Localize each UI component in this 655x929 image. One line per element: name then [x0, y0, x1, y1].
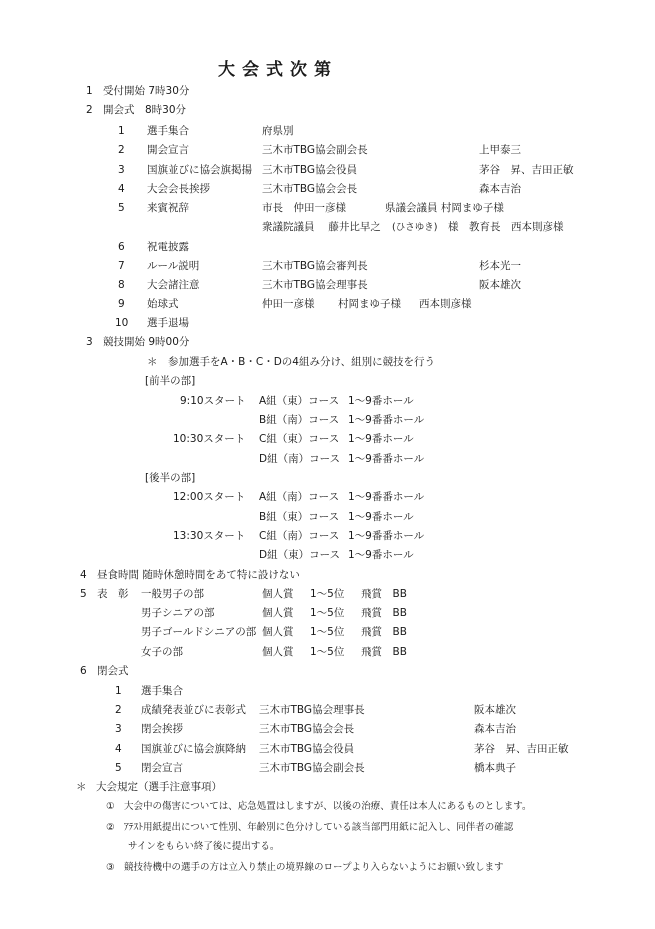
list-item-label: 選手集合 [141, 685, 183, 697]
list-item-number: 8 [118, 279, 125, 291]
award-division: 男子シニアの部 [141, 607, 215, 619]
list-item-role: 三木市TBG協会会長 [259, 723, 355, 735]
section-2-number: 2 [86, 104, 93, 116]
award-division: 男子ゴールドシニアの部 [141, 626, 257, 638]
award-type: 個人賞 [262, 588, 294, 600]
list-item-number: 4 [115, 743, 122, 755]
list-item-label: 開会宣言 [147, 144, 189, 156]
list-item-role: 三木市TBG協会理事長 [262, 279, 368, 291]
list-item-name: 阪本雄次 [479, 279, 521, 291]
list-item-number: 1 [118, 125, 125, 137]
section-3-number: 3 [86, 336, 93, 348]
section-1-number: 1 [86, 85, 93, 97]
list-item-number: 3 [115, 723, 122, 735]
rules-title: 大会規定（選手注意事項） [96, 781, 222, 793]
list-item-number: 1 [115, 685, 122, 697]
list-item-number: 5 [115, 762, 122, 774]
list-item-number: 2 [115, 704, 122, 716]
group-course: B組（東）コース [259, 511, 340, 523]
list-item-label: 選手集合 [147, 125, 189, 137]
list-item-number: 10 [115, 317, 129, 329]
list-item-role: 府県別 [262, 125, 294, 137]
group-course: D組（南）コース [259, 453, 341, 465]
holes: 1～9番番ホール [348, 530, 425, 542]
award-extra: 飛賞 BB [361, 607, 407, 619]
award-type: 個人賞 [262, 646, 294, 658]
rule-mark: ② [106, 822, 115, 833]
group-course: C組（東）コース [259, 433, 340, 445]
list-item-role: 三木市TBG協会役員 [262, 164, 358, 176]
rule-mark: ① [106, 801, 115, 812]
list-item-label: 閉会挨拶 [141, 723, 183, 735]
holes: 1～9番番ホール [348, 414, 425, 426]
second-half-label: [後半の部] [145, 472, 196, 484]
group-course: C組（南）コース [259, 530, 340, 542]
group-course: A組（南）コース [259, 491, 340, 503]
section-6-text: 閉会式 [97, 665, 129, 677]
list-item-label: 選手退場 [147, 317, 189, 329]
list-item-number: 3 [118, 164, 125, 176]
guest-national: 衆議院議員 藤井比早之 [262, 221, 381, 233]
list-item-role: 三木市TBG協会会長 [262, 183, 358, 195]
start-time: 13:30スタート [173, 530, 246, 542]
list-item-number: 7 [118, 260, 125, 272]
list-item-name: 茅谷 昇、吉田正敏 [474, 743, 569, 755]
first-half-label: [前半の部] [145, 375, 196, 387]
group-course: D組（東）コース [259, 549, 341, 561]
list-item-name: 杉本光一 [479, 260, 521, 272]
list-item-role: 三木市TBG協会副会長 [262, 144, 368, 156]
guest-mayor: 市長 仲田一彦様 [262, 202, 346, 214]
rule-mark: ③ [106, 862, 115, 873]
start-time: 12:00スタート [173, 491, 246, 503]
list-item-label: 大会諸注意 [147, 279, 200, 291]
rule-text-continued: サインをもらい終了後に提出する。 [128, 841, 280, 852]
list-item-number: 4 [118, 183, 125, 195]
award-extra: 飛賞 BB [361, 646, 407, 658]
guest-education: 教育長 西本則彦様 [469, 221, 564, 233]
guest-national-honorific: 様 [448, 221, 459, 233]
holes: 1～9番番ホール [348, 491, 425, 503]
list-item-name: 森本吉治 [474, 723, 516, 735]
first-pitch-guest: 西本則彦様 [419, 298, 472, 310]
award-division: 女子の部 [141, 646, 183, 658]
award-extra: 飛賞 BB [361, 588, 407, 600]
grouping-note: ＊ 参加選手をA・B・C・Dの4組み分け、組別に競技を行う [147, 356, 436, 368]
holes: 1～9番番ホール [348, 453, 425, 465]
rules-star: ＊ [76, 781, 87, 793]
list-item-label: 成績発表並びに表彰式 [141, 704, 246, 716]
holes: 1～9番ホール [348, 395, 414, 407]
rule-text: 大会中の傷害については、応急処置はしますが、以後の治療、責任は本人にあるものとします。 [124, 801, 532, 812]
list-item-number: 6 [118, 241, 125, 253]
start-time: 10:30スタート [173, 433, 246, 445]
section-3-text: 競技開始 9時00分 [103, 336, 190, 348]
list-item-name: 阪本雄次 [474, 704, 516, 716]
list-item-number: 2 [118, 144, 125, 156]
section-1-text: 受付開始 7時30分 [103, 85, 190, 97]
list-item-label: ルール説明 [147, 260, 200, 272]
section-5-number: 5 [80, 588, 87, 600]
list-item-name: 上甲泰三 [479, 144, 521, 156]
list-item-name: 橋本典子 [474, 762, 516, 774]
award-extra: 飛賞 BB [361, 626, 407, 638]
award-rank: 1～5位 [310, 646, 345, 658]
first-pitch-guest: 仲田一彦様 [262, 298, 315, 310]
section-4-text: 昼食時間 随時休憩時間をあて特に設けない [97, 569, 300, 581]
award-type: 個人賞 [262, 607, 294, 619]
list-item-label: 始球式 [147, 298, 179, 310]
list-item-label: 閉会宣言 [141, 762, 183, 774]
list-item-label: 国旗並びに協会旗降納 [141, 743, 246, 755]
page-title: 大会式次第 [218, 60, 338, 80]
list-item-label: 祝電披露 [147, 241, 189, 253]
section-6-number: 6 [80, 665, 87, 677]
rule-text: ｱﾃｽﾄ用紙提出について性別、年齢別に色分けしている該当部門用紙に記入し、同伴者の確認 [124, 822, 514, 833]
section-5-label: 表 彰 [97, 588, 129, 600]
list-item-role: 三木市TBG協会役員 [259, 743, 355, 755]
guest-national-reading: (ひさゆき) [392, 222, 438, 233]
list-item-number: 9 [118, 298, 125, 310]
list-item-label: 来賓祝辞 [147, 202, 189, 214]
list-item-role: 三木市TBG協会理事長 [259, 704, 365, 716]
holes: 1～9番ホール [348, 549, 414, 561]
group-course: A組（東）コース [259, 395, 340, 407]
list-item-name: 茅谷 昇、吉田正敏 [479, 164, 574, 176]
award-division: 一般男子の部 [141, 588, 204, 600]
rule-text: 競技待機中の選手の方は立入り禁止の境界線のロープより入らないようにお願い致します [124, 862, 504, 873]
list-item-label: 国旗並びに協会旗掲揚 [147, 164, 252, 176]
list-item-role: 三木市TBG協会副会長 [259, 762, 365, 774]
section-4-number: 4 [80, 569, 87, 581]
award-type: 個人賞 [262, 626, 294, 638]
guest-prefectural: 県議会議員 村岡まゆ子様 [385, 202, 504, 214]
group-course: B組（南）コース [259, 414, 340, 426]
award-rank: 1～5位 [310, 626, 345, 638]
list-item-name: 森本吉治 [479, 183, 521, 195]
first-pitch-guest: 村岡まゆ子様 [338, 298, 401, 310]
holes: 1～9番ホール [348, 511, 414, 523]
award-rank: 1～5位 [310, 588, 345, 600]
award-rank: 1～5位 [310, 607, 345, 619]
section-2-text: 開会式 8時30分 [103, 104, 187, 116]
list-item-role: 三木市TBG協会審判長 [262, 260, 368, 272]
holes: 1～9番ホール [348, 433, 414, 445]
list-item-label: 大会会長挨拶 [147, 183, 210, 195]
start-time: 9:10スタート [180, 395, 246, 407]
list-item-number: 5 [118, 202, 125, 214]
